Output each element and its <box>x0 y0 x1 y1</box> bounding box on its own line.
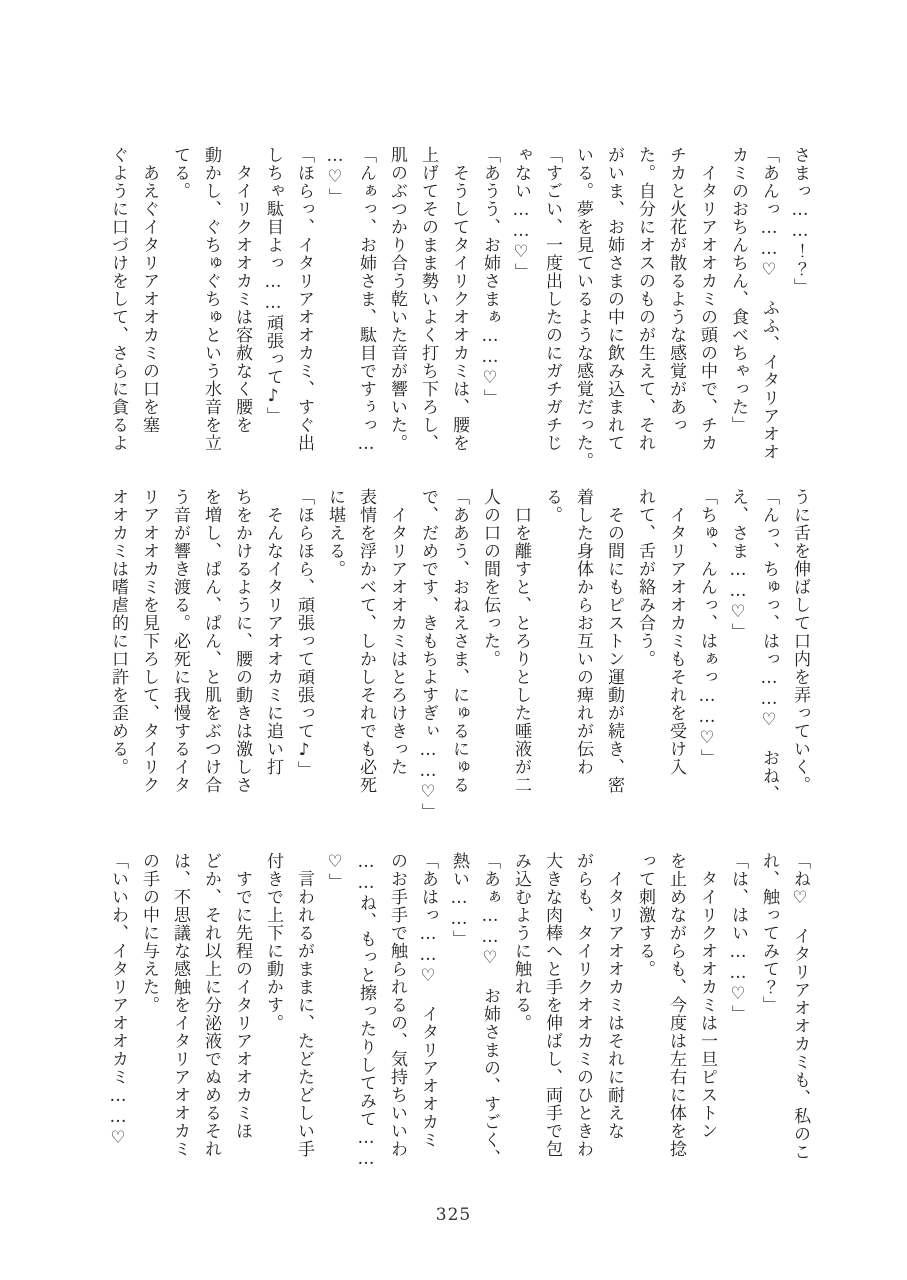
text-column: 「すごい、一度出したのにガチガチじ <box>542 146 562 452</box>
text-column: 熱い……」 <box>449 852 469 948</box>
text-column: 「いいわ、イタリアオオカミ……♡ <box>108 852 128 1149</box>
text-column: 「ほらほら、頑張って頑張って♪」 <box>294 488 314 779</box>
text-column: うに舌を伸ばして口内を弄っていく。 <box>790 488 810 794</box>
text-column: の手の中に与えた。 <box>139 852 159 1014</box>
text-column: 「あんっ……♡ ふふ、イタリアオオ <box>759 146 779 461</box>
text-column: 「は、はい……♡」 <box>728 852 748 1023</box>
text-column: 「ちゅ、んんっ、はぁっ……♡」 <box>697 488 717 767</box>
text-column: 肌のぶつかり合う乾いた音が響いた。 <box>387 146 407 452</box>
text-column: を増し、ぱん、ぱん、と肌をぶつけ合 <box>201 488 221 794</box>
text-column: さまっ……！？」 <box>790 146 810 296</box>
text-column: がらも、タイリクオオカミのひときわ <box>573 852 593 1158</box>
text-column: …♡」 <box>325 146 345 206</box>
text-column: のお手手で触られるの、気持ちいいわ <box>387 852 407 1158</box>
text-column: 「あはっ……♡ イタリアオオカミ <box>418 852 438 1149</box>
text-column: 人の口の間を伝った。 <box>480 488 500 668</box>
text-column: み込むように触れる。 <box>511 852 531 1032</box>
text-column: タイリクオオカミは容赦なく腰を <box>232 146 252 434</box>
text-column: その間にもピストン運動が続き、密 <box>604 488 624 794</box>
text-column: を止めながらも、今度は左右に体を捻 <box>666 852 686 1158</box>
page-number: 325 <box>435 1205 472 1225</box>
text-column: た。自分にオスのものが生えて、それ <box>635 146 655 452</box>
text-column: オオカミは嗜虐的に口許を歪める。 <box>108 488 128 776</box>
text-column: タイリクオオカミは一旦ピストン <box>697 852 717 1140</box>
text-column: 「ね♡ イタリアオオカミも、私のこ <box>790 852 810 1161</box>
text-column: 「んっ、ちゅっ、はっ……♡ おね、 <box>759 488 779 803</box>
text-column: いる。夢を見ているような感覚だった。 <box>573 146 593 470</box>
text-column: ……ね、もっと擦ったりしてみて…… <box>356 852 376 1170</box>
text-column: てる。 <box>170 146 190 200</box>
text-column: 「ほらっ、イタリアオオカミ、すぐ出 <box>294 146 314 452</box>
text-column: 着した身体からお互いの痺れが伝わ <box>573 488 593 776</box>
text-column: 口を離すと、とろりとした唾液が二 <box>511 488 531 794</box>
text-column: 「あうう、お姉さまぁ……♡」 <box>480 146 500 407</box>
text-column: で、だめです、きもちよすぎぃ……♡」 <box>418 488 438 821</box>
text-column: 大きな肉棒へと手を伸ばし、両手で包 <box>542 852 562 1158</box>
text-column: う音が響き渡る。必死に我慢するイタ <box>170 488 190 794</box>
text-column: リアオオカミを見下ろして、タイリク <box>139 488 159 794</box>
text-column: チカと火花が散るような感覚があっ <box>666 146 686 434</box>
text-column: イタリアオオカミはそれに耐えな <box>604 852 624 1140</box>
text-column: そんなイタリアオオカミに追い打 <box>263 488 283 776</box>
text-column: る。 <box>542 488 562 524</box>
text-column: ぐように口づけをして、さらに貪るよ <box>108 146 128 452</box>
text-block-middle <box>99 488 815 821</box>
text-column: 言われるがままに、たどたどしい手 <box>294 852 314 1158</box>
text-column: れ、触ってみて？」 <box>759 852 779 1014</box>
text-column: 付きで上下に動かす。 <box>263 852 283 1032</box>
text-column: あえぐイタリアオオカミの口を塞 <box>139 146 159 434</box>
text-column: 表情を浮かべて、しかしそれでも必死 <box>356 488 376 794</box>
text-column: ♡」 <box>325 852 345 891</box>
text-column: え、さま……♡」 <box>728 488 748 641</box>
text-column: に堪える。 <box>325 488 345 578</box>
text-column: 「んぁっ、お姉さま、駄目ですぅっ… <box>356 146 376 455</box>
text-column: 動かし、ぐちゅぐちゅという水音を立 <box>201 146 221 452</box>
text-column: ゃない……♡」 <box>511 146 531 281</box>
text-column: イタリアオオカミの頭の中で、チカ <box>697 146 717 452</box>
text-column: 「ああう、おねえさま、にゅるにゅる <box>449 488 469 794</box>
text-column: 上げてそのまま勢いよく打ち下ろし、 <box>418 146 438 452</box>
text-column: イタリアオオカミはとろけきった <box>387 488 407 776</box>
text-column: って刺激する。 <box>635 852 655 978</box>
text-block-bottom <box>99 852 815 1174</box>
text-column: しちゃ駄目よっ……頑張って♪」 <box>263 146 283 425</box>
text-column: 「あぁ……♡ お姉さまの、すごく、 <box>480 852 500 1167</box>
text-column: ちをかけるように、腰の動きは激しさ <box>232 488 252 794</box>
text-column: イタリアオオカミもそれを受け入 <box>666 488 686 776</box>
text-column: は、不思議な感触をイタリアオオカミ <box>170 852 190 1158</box>
text-column: がいま、お姉さまの中に飲み込まれて <box>604 146 624 452</box>
text-column: れて、舌が絡み合う。 <box>635 488 655 668</box>
text-block-top <box>99 146 815 468</box>
text-column: そうしてタイリクオオカミは、腰を <box>449 146 469 452</box>
text-column: カミのおちんちん、食べちゃった」 <box>728 146 748 434</box>
text-column: すでに先程のイタリアオオカミほ <box>232 852 252 1140</box>
text-column: どか、それ以上に分泌液でぬめるそれ <box>201 852 221 1158</box>
